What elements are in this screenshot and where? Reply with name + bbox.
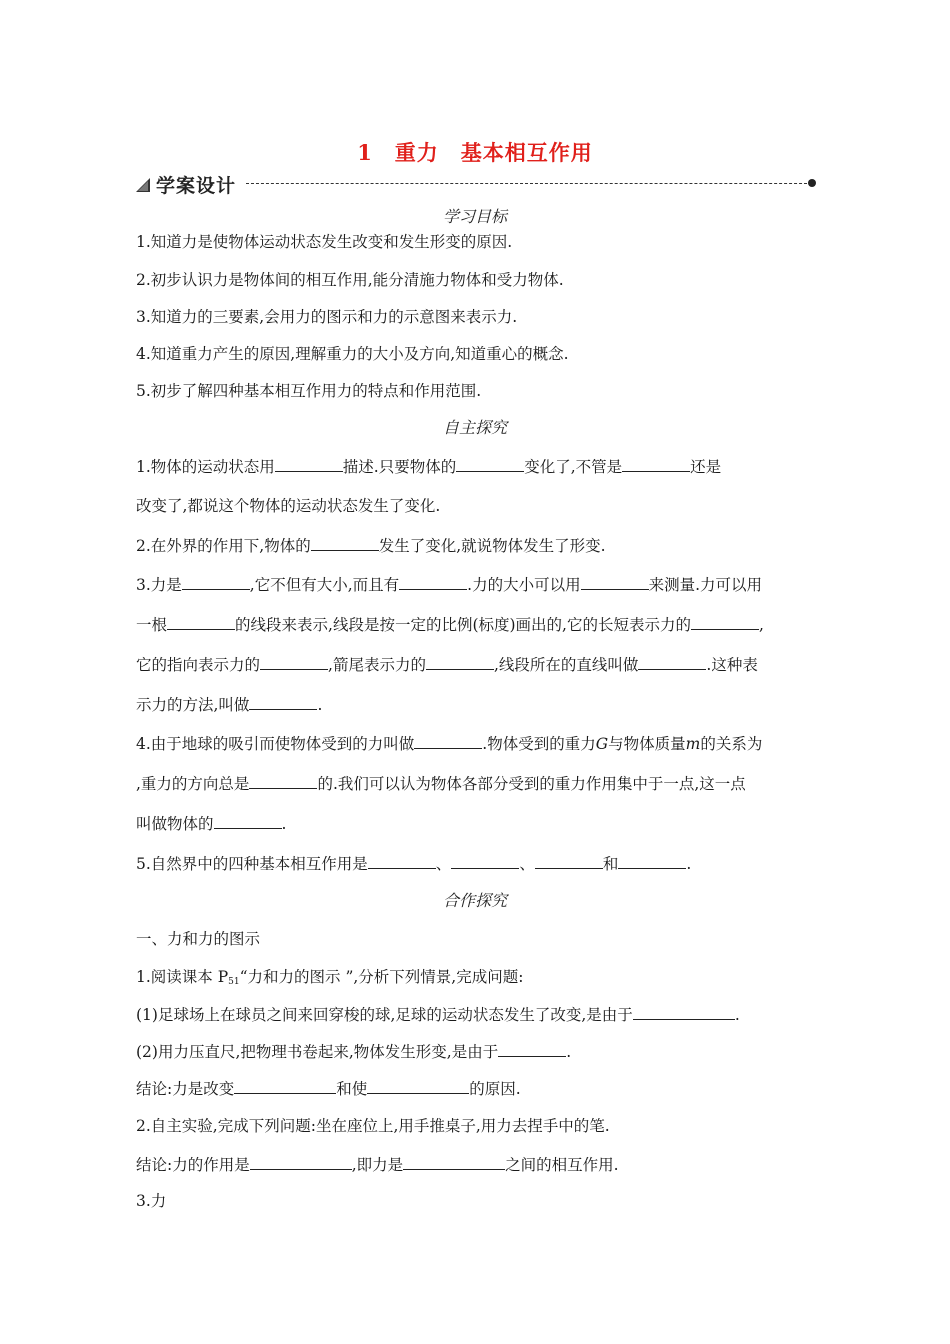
coop-item-1 <box>136 965 826 987</box>
q1-text: 变化了,不管是 <box>524 458 623 477</box>
answer-blank[interactable] <box>249 771 317 789</box>
q3-text: ,箭尾表示力的 <box>328 656 426 675</box>
answer-blank[interactable] <box>250 1152 352 1170</box>
answer-blank[interactable] <box>311 533 379 551</box>
question-3-cont <box>136 652 826 675</box>
q4-text: ,重力的方向总是 <box>136 775 250 794</box>
coop-sub-1 <box>136 1002 826 1025</box>
symbol-g: G <box>595 735 609 754</box>
q4-text: 的关系为 <box>700 735 763 754</box>
question-3-cont <box>136 692 826 715</box>
q3-text: .力的大小可以用 <box>467 576 581 595</box>
q5-text: 、 <box>435 855 452 874</box>
q3-text: ,它不但有大小,而且有 <box>249 576 400 595</box>
q1-text: 1.物体的运动状态用 <box>136 458 275 477</box>
coop-conclusion-2 <box>136 1152 826 1175</box>
coop-text: 的原因. <box>469 1080 521 1099</box>
coop-text: ,即力是 <box>351 1156 404 1175</box>
q4-text: .物体受到的重力 <box>482 735 596 754</box>
coop-text: . <box>566 1043 572 1062</box>
answer-blank[interactable] <box>451 851 519 869</box>
q4-text: 与物体质量 <box>608 735 686 754</box>
banner-label: 学案设计 <box>156 175 237 197</box>
q3-text: , <box>758 616 764 635</box>
answer-blank[interactable] <box>249 692 317 710</box>
coop-text: 结论:力是改变 <box>136 1080 235 1099</box>
coop-item-2: 2.自主实验,完成下列问题:坐在座位上,用手推桌子,用力去捏手中的笔. <box>136 1117 610 1135</box>
question-1 <box>136 454 826 477</box>
question-2 <box>136 533 826 556</box>
answer-blank[interactable] <box>399 572 467 590</box>
answer-blank[interactable] <box>368 851 436 869</box>
q5-text: . <box>686 855 692 874</box>
q2-text: 发生了变化,就说物体发生了形变. <box>378 537 606 556</box>
answer-blank[interactable] <box>581 572 649 590</box>
coop-text: (2)用力压直尺,把物理书卷起来,物体发生形变,是由于 <box>136 1043 499 1062</box>
section-heading-coop: 合作探究 <box>442 891 507 910</box>
question-4 <box>136 731 826 754</box>
coop-conclusion-1 <box>136 1076 826 1099</box>
answer-blank[interactable] <box>182 572 250 590</box>
q2-text: 2.在外界的作用下,物体的 <box>136 537 311 556</box>
answer-blank[interactable] <box>214 811 282 829</box>
q4-text: 4.由于地球的吸引而使物体受到的力叫做 <box>136 735 415 754</box>
goal-item: 3.知道力的三要素,会用力的图示和力的示意图来表示力. <box>136 308 518 326</box>
q4-text: . <box>281 815 287 834</box>
answer-blank[interactable] <box>456 454 524 472</box>
q5-text: 5.自然界中的四种基本相互作用是 <box>136 855 368 874</box>
answer-blank[interactable] <box>498 1039 566 1057</box>
q4-text: 的.我们可以认为物体各部分受到的重力作用集中于一点,这一点 <box>317 775 746 794</box>
goal-item: 4.知道重力产生的原因,理解重力的大小及方向,知道重心的概念. <box>136 345 569 363</box>
section-heading-goals: 学习目标 <box>442 207 507 226</box>
question-3-cont <box>136 612 826 635</box>
q3-text: 示力的方法,叫做 <box>136 696 250 715</box>
page-title: 1 重力 基本相互作用 <box>357 140 593 165</box>
q1-text: 还是 <box>690 458 722 477</box>
coop-text: “力和力的图示 ”,分析下列情景,完成问题: <box>239 968 524 986</box>
coop-text: . <box>734 1006 740 1025</box>
answer-blank[interactable] <box>638 652 706 670</box>
coop-sub-2 <box>136 1039 826 1062</box>
symbol-m: m <box>685 735 701 754</box>
q3-text: 3.力是 <box>136 576 182 595</box>
section-heading-self: 自主探究 <box>442 418 507 437</box>
page-subscript: 51 <box>228 977 240 987</box>
q3-text: ,线段所在的直线叫做 <box>493 656 639 675</box>
answer-blank[interactable] <box>535 851 603 869</box>
goal-item: 5.初步了解四种基本相互作用力的特点和作用范围. <box>136 382 482 400</box>
answer-blank[interactable] <box>403 1152 505 1170</box>
banner-divider <box>246 183 812 184</box>
answer-blank[interactable] <box>618 851 686 869</box>
banner-end-dot <box>808 179 816 187</box>
q5-text: 、 <box>519 855 535 874</box>
q3-text: .这种表 <box>706 656 758 675</box>
section-banner <box>134 170 818 198</box>
answer-blank[interactable] <box>260 652 328 670</box>
coop-item-3: 3.力 <box>136 1192 167 1210</box>
answer-blank[interactable] <box>691 612 759 630</box>
pencil-icon <box>134 176 152 194</box>
q1-text: 描述.只要物体的 <box>342 458 457 477</box>
q3-text: 一根 <box>136 616 168 635</box>
goal-item: 2.初步认识力是物体间的相互作用,能分清施力物体和受力物体. <box>136 271 564 289</box>
q3-text: 它的指向表示力的 <box>136 656 261 675</box>
question-1-cont: 改变了,都说这个物体的运动状态发生了变化. <box>136 497 441 515</box>
q3-text: 来测量.力可以用 <box>648 576 763 595</box>
answer-blank[interactable] <box>633 1002 735 1020</box>
coop-text: 和使 <box>336 1080 368 1099</box>
coop-text: (1)足球场上在球员之间来回穿梭的球,足球的运动状态发生了改变,是由于 <box>136 1006 633 1025</box>
answer-blank[interactable] <box>367 1076 469 1094</box>
q3-text: . <box>317 696 323 715</box>
coop-heading: 一、力和力的图示 <box>136 930 261 948</box>
answer-blank[interactable] <box>275 454 343 472</box>
answer-blank[interactable] <box>414 731 482 749</box>
goal-item: 1.知道力是使物体运动状态发生改变和发生形变的原因. <box>136 233 513 251</box>
question-4-cont <box>136 771 826 794</box>
answer-blank[interactable] <box>234 1076 336 1094</box>
question-5 <box>136 851 826 874</box>
coop-text: 之间的相互作用. <box>505 1156 619 1175</box>
question-3 <box>136 572 826 595</box>
question-4-cont <box>136 811 826 834</box>
coop-text: 1.阅读课本 P <box>136 968 229 986</box>
answer-blank[interactable] <box>426 652 494 670</box>
coop-text: 结论:力的作用是 <box>136 1156 250 1175</box>
q4-text: 叫做物体的 <box>136 815 214 834</box>
answer-blank[interactable] <box>167 612 235 630</box>
q3-text: 的线段来表示,线段是按一定的比例(标度)画出的,它的长短表示力的 <box>235 616 691 635</box>
answer-blank[interactable] <box>622 454 690 472</box>
q5-text: 和 <box>602 855 619 874</box>
